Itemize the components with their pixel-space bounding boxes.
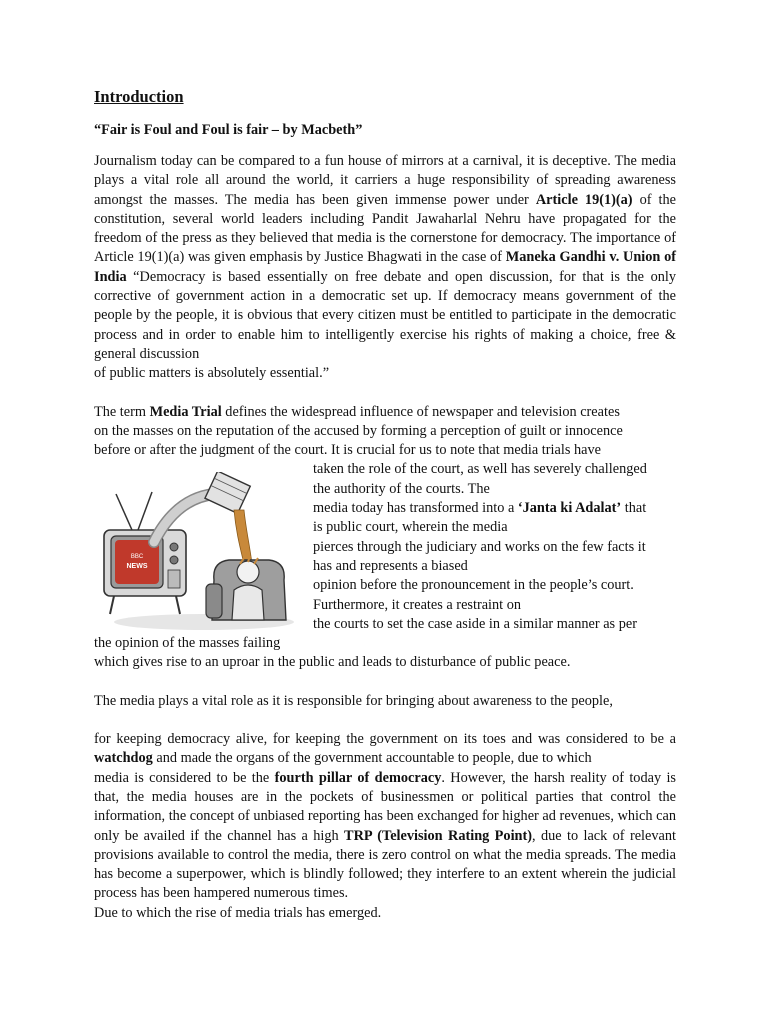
media-trial-line: The term Media Trial defines the widespread influence of newspaper and television creates (94, 403, 620, 420)
tv-antenna-left (116, 494, 132, 530)
wrapped-line: media today has transformed into a ‘Janta ki Adalat’ that (313, 500, 647, 517)
intro-text-c: of the constitution, several world leaders including Pandit Jawaharlal Nehru have propagated for the freedom of the press as they believed that media is the cornerstone for democracy. The importance of Article 19(1)(a) was given emphasis by Justice Bhagwati in the case of (94, 191, 676, 266)
watchdog-paragraph: for keeping democracy alive, for keeping the government on its toes and was considered to be a watchdog and made the organs of the government accountable to people, due to which media is considered to be the fourth pillar of democracy. However, the harsh reality of today is that, the media houses are in the pockets of businessmen or political parties that control the information, the concept of unbiased reporting has been exchanged for higher ad revenues, which can only be availed if the channel has a high TRP (Television Rating Point), due to lack of relevant provisions available to control the media, there is zero control on what the media spreads. The media has become a superpower, which is blindly followed; they interfere to an extent wherein the judicial process has been hampered numerous times. Due to which the rise of media trials has emerged. (94, 731, 676, 921)
media-trial-term: Media Trial (149, 403, 222, 420)
tv-leg (110, 596, 114, 614)
armchair-arm (206, 584, 222, 618)
wrapped-line: taken the role of the court, as well has severely challenged (313, 461, 647, 478)
text-line: which gives rise to an uproar in the public and leads to disturbance of public peace. (94, 654, 571, 671)
wrapped-line: Furthermore, it creates a restraint on (313, 596, 522, 613)
text-line: before or after the judgment of the court. It is crucial for us to note that media trials have (94, 442, 601, 459)
text-line: the opinion of the masses failing (94, 635, 281, 652)
tv-knob (170, 543, 178, 551)
tv-news-label: NEWS (126, 563, 148, 570)
tipping-box (205, 472, 250, 513)
man-body (232, 585, 264, 620)
page-title: Introduction (94, 87, 184, 106)
tv-leg (176, 596, 180, 614)
intro-text-a: Journalism today can be compared to a fun house of mirrors at a carnival, it is deceptive. The media plays a vital role all around the world, it carriers a huge responsibility of spreading awareness amongst the masses. The media has been given immense power under (94, 153, 676, 208)
wrapped-line: opinion before the pronouncement in the people’s court. (313, 577, 634, 594)
trp-term: TRP (Television Rating Point) (344, 827, 533, 844)
media-cartoon-illustration (94, 472, 299, 632)
wrapped-line: the courts to set the case aside in a similar manner as per (313, 615, 637, 632)
bhagwati-quote: “Democracy is based essentially on free debate and open discussion, for that is the only corrective of government action in a democratic set up. If democracy means government of the people by the people, it is obvious that every citizen must be entitled to participate in the democratic process and in order to enable him to intelligently exercise his rights of making a choice, free & general discussion (94, 268, 676, 362)
fourth-pillar-term: fourth pillar of democracy (274, 769, 442, 786)
case-reference: Maneka Gandhi v. Union of India (94, 249, 677, 285)
wrapped-line: pierces through the judiciary and works on the few facts it (313, 538, 646, 555)
man-head (237, 561, 259, 583)
watchdog-term: watchdog (94, 750, 153, 767)
janta-ki-adalat-term: ‘Janta ki Adalat’ (517, 500, 622, 517)
article-reference: Article 19(1)(a) (535, 191, 633, 208)
wrapped-line: the authority of the courts. The (313, 480, 490, 497)
macbeth-quote: “Fair is Foul and Foul is fair – by Macbeth” (94, 122, 363, 138)
tv-brand-label: BBC (130, 554, 144, 560)
wrapped-line: is public court, wherein the media (313, 519, 508, 536)
tv-knob (170, 556, 178, 564)
tv-antenna-right (138, 492, 152, 530)
wrapped-line: has and represents a biased (313, 557, 468, 574)
bhagwati-quote-end: of public matters is absolutely essential.” (94, 365, 330, 382)
text-line: on the masses on the reputation of the accused by forming a perception of guilt or innocence (94, 422, 623, 439)
tv-speaker (168, 570, 180, 588)
awareness-paragraph: The media plays a vital role as it is responsible for bringing about awareness to the people, (94, 692, 613, 709)
intro-paragraph (94, 152, 676, 384)
